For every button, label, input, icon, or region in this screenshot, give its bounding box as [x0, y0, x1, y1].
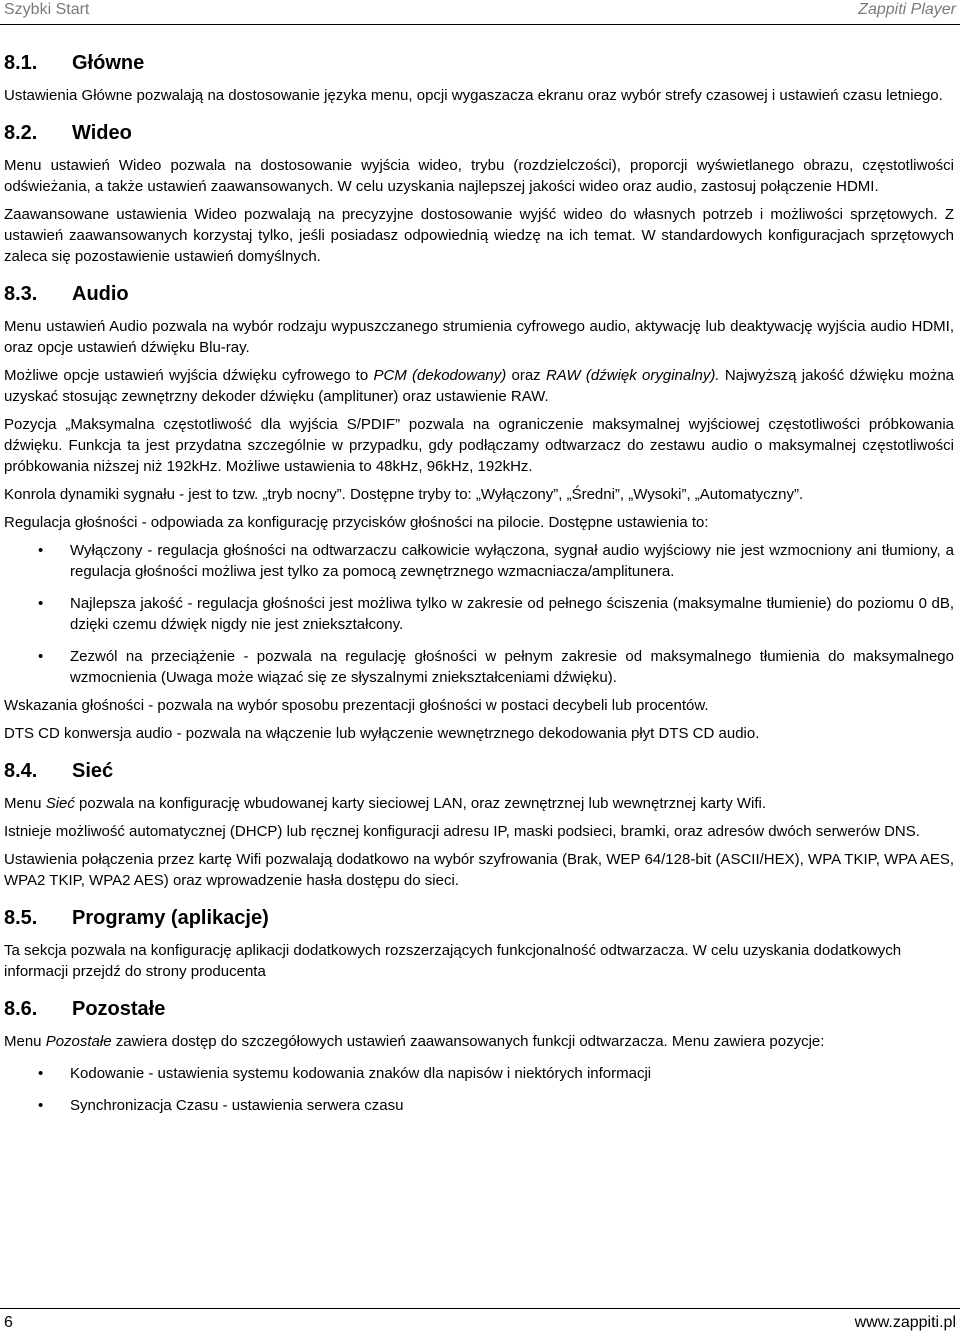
section-heading — [4, 50, 954, 76]
section-glowne — [4, 50, 954, 106]
section-heading — [4, 996, 954, 1022]
section-title: Główne — [72, 52, 145, 74]
text-run: zawiera dostęp do szczegółowych ustawień zaawansowanych funkcji odtwarzacza. Menu zawiera pozycje: — [111, 1033, 825, 1050]
paragraph: Ustawienia połączenia przez kartę Wifi pozwalają dodatkowo na wybór szyfrowania (Brak, WEP 64/128-bit (ASCII/HEX), WPA TKIP, WPA AES, WPA2 TKIP, WPA2 AES) oraz wprowadzenie hasła dostępu do sieci. — [4, 851, 954, 889]
bullet-icon: • — [38, 1065, 44, 1082]
section-pozostale — [4, 996, 954, 1116]
paragraph: DTS CD konwersja audio - pozwala na włączenie lub wyłączenie wewnętrznego dekodowania płyt DTS CD audio. — [4, 725, 760, 742]
text-run: Menu — [4, 1033, 46, 1050]
paragraph: Ta sekcja pozwala na konfigurację aplikacji dodatkowych rozszerzających funkcjonalność odtwarzacza. W celu uzyskania dodatkowych informacji przejdź do strony producenta — [4, 942, 902, 980]
list-item-text: Zezwól na przeciążenie - pozwala na regulację głośności w pełnym zakresie od maksymalnego tłumienia do maksymalnego wzmocnienia (Uwaga może wiązać się ze słyszalnymi zniekształceniami dźwięku). — [70, 648, 954, 686]
paragraph — [4, 793, 954, 814]
section-title: Wideo — [72, 122, 132, 144]
bullet-list — [4, 1063, 954, 1116]
paragraph: Konrola dynamiki sygnału - jest to tzw. „tryb nocny”. Dostępne tryby to: „Wyłączony”, „Średni”, „Wysoki”, „Automatyczny”. — [4, 486, 804, 503]
page-number: 6 — [4, 1314, 13, 1331]
header-left-title: Szybki Start — [4, 1, 90, 18]
section-heading — [4, 758, 954, 784]
page-header — [0, 0, 960, 25]
section-siec — [4, 758, 954, 891]
section-heading — [4, 281, 954, 307]
section-programy — [4, 905, 954, 982]
text-run: Najwyższą jakość dźwięku można uzyskać stosując zewnętrzny dekoder dźwięku (amplituner) oraz ustawienie RAW. — [4, 367, 955, 405]
paragraph — [4, 365, 954, 407]
section-audio — [4, 281, 954, 744]
paragraph: Regulacja głośności - odpowiada za konfigurację przycisków głośności na pilocie. Dostępne ustawienia to: — [4, 514, 709, 531]
list-item-text: Synchronizacja Czasu - ustawienia serwera czasu — [70, 1097, 404, 1114]
section-number: 8.2. — [4, 122, 38, 144]
section-title: Audio — [72, 283, 129, 305]
page-content — [4, 50, 954, 1116]
list-item-text: Kodowanie - ustawienia systemu kodowania znaków dla napisów i niektórych informacji — [70, 1065, 652, 1082]
paragraph: Pozycja „Maksymalna częstotliwość dla wyjścia S/PDIF” pozwala na ograniczenie maksymalnej wyjściowej częstotliwości próbkowania dźwięku. Funkcja ta jest przydatna szczególnie w przypadku, gdy podłączamy odtwarzacz do zestawu audio o maksymalnej częstotliwości próbkowania niższej niż 192kHz. Możliwe ustawienia to 48kHz, 96kHz, 192kHz. — [4, 416, 954, 475]
page-footer — [0, 1308, 960, 1336]
footer-url: www.zappiti.pl — [854, 1314, 956, 1331]
section-title: Pozostałe — [72, 998, 166, 1020]
list-item — [4, 540, 954, 582]
section-number: 8.1. — [4, 52, 38, 74]
section-heading — [4, 905, 954, 931]
paragraph: Wskazania głośności - pozwala na wybór sposobu prezentacji głośności w postaci decybeli lub procentów. — [4, 697, 709, 714]
text-run: oraz — [506, 367, 546, 384]
text-run-italic: Sieć — [45, 795, 75, 812]
section-number: 8.6. — [4, 998, 38, 1020]
text-run-italic: Pozostałe — [45, 1033, 112, 1050]
paragraph — [4, 1031, 954, 1052]
text-run-italic: PCM (dekodowany) — [373, 367, 507, 384]
bullet-icon: • — [38, 648, 44, 665]
section-number: 8.5. — [4, 907, 38, 929]
bullet-icon: • — [38, 1097, 44, 1114]
paragraph: Ustawienia Główne pozwalają na dostosowanie języka menu, opcji wygaszacza ekranu oraz wybór strefy czasowej i ustawień czasu letniego. — [4, 87, 943, 104]
text-run: Możliwe opcje ustawień wyjścia dźwięku cyfrowego to — [4, 367, 374, 384]
paragraph: Menu ustawień Wideo pozwala na dostosowanie wyjścia wideo, trybu (rozdzielczości), proporcji wyświetlanego obrazu, częstotliwości odświeżania, a także ustawień zaawansowanych. W celu uzyskania najlepszej jakości wideo oraz audio, zastosuj połączenie HDMI. — [4, 157, 954, 195]
bullet-icon: • — [38, 542, 44, 559]
list-item — [4, 1095, 954, 1116]
header-right-title: Zappiti Player — [858, 1, 956, 18]
section-title: Sieć — [72, 760, 114, 782]
text-run-italic: RAW (dźwięk oryginalny). — [545, 367, 720, 384]
text-run: pozwala na konfigurację wbudowanej karty sieciowej LAN, oraz zewnętrznej lub wewnętrznej karty Wifi. — [74, 795, 767, 812]
paragraph: Zaawansowane ustawienia Wideo pozwalają na precyzyjne dostosowanie wyjść wideo do własnych potrzeb i możliwości sprzętowych. Z ustawień zaawansowanych korzystaj tylko, jeśli posiadasz odpowiednią wiedzę na ich temat. W standardowych konfiguracjach sprzętowych zaleca się pozostawienie ustawień domyślnych. — [4, 206, 954, 265]
bullet-icon: • — [38, 595, 44, 612]
list-item-text: Najlepsza jakość - regulacja głośności jest możliwa tylko w zakresie od pełnego ściszenia (maksymalne tłumienie) do poziomu 0 dB, dzięki czemu dźwięk nigdy nie jest zniekształcony. — [70, 595, 954, 633]
list-item — [4, 593, 954, 635]
list-item — [4, 1063, 954, 1084]
bullet-list — [4, 540, 954, 688]
section-number: 8.4. — [4, 760, 38, 782]
section-heading — [4, 120, 954, 146]
text-run: Menu — [4, 795, 46, 812]
section-number: 8.3. — [4, 283, 38, 305]
section-wideo — [4, 120, 954, 267]
paragraph: Istnieje możliwość automatycznej (DHCP) lub ręcznej konfiguracji adresu IP, maski podsieci, bramki, oraz adresów dwóch serwerów DNS. — [4, 823, 920, 840]
section-title: Programy (aplikacje) — [72, 907, 269, 929]
list-item-text: Wyłączony - regulacja głośności na odtwarzaczu całkowicie wyłączona, sygnał audio wyjściowy nie jest wzmocniony ani tłumiony, a regulacja głośności możliwa jest tylko za pomocą zewnętrznego wzmacniacza/amplitunera. — [70, 542, 954, 580]
paragraph: Menu ustawień Audio pozwala na wybór rodzaju wypuszczanego strumienia cyfrowego audio, aktywację lub deaktywację wyjścia audio HDMI, oraz opcje ustawień dźwięku Blu-ray. — [4, 318, 954, 356]
list-item — [4, 646, 954, 688]
